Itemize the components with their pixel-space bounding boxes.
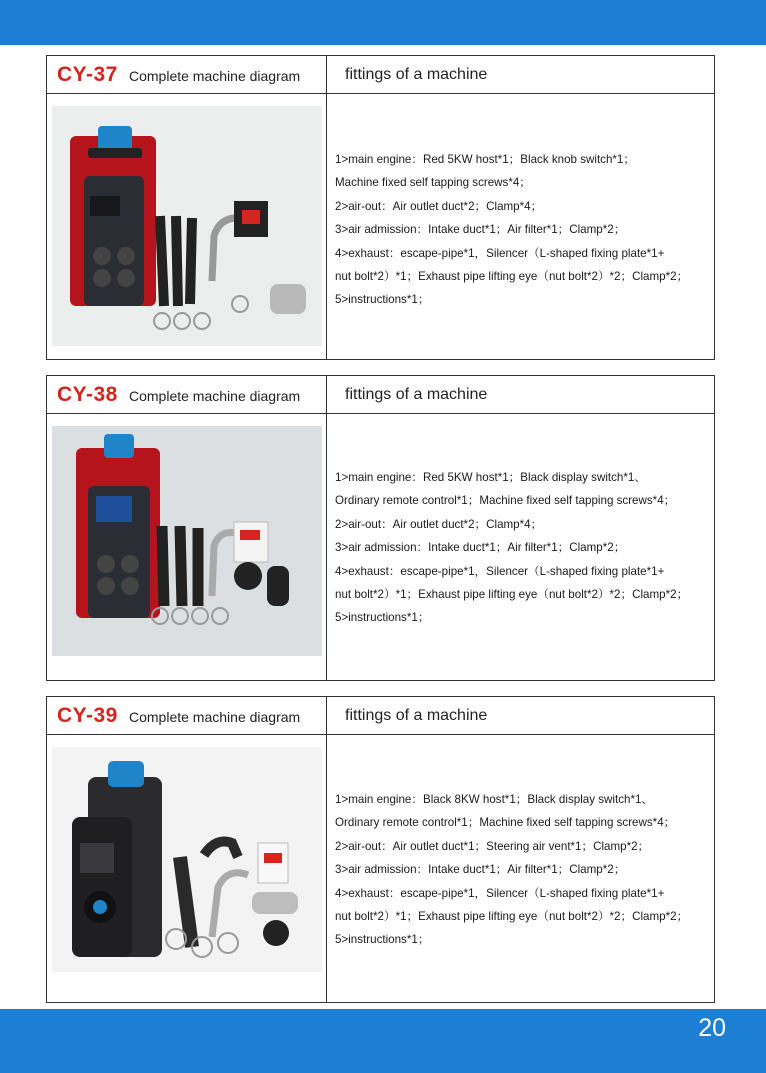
model-name: CY-37 [57,63,118,86]
fitting-line: Machine fixed self tapping screws*4； [335,176,531,190]
fittings-list [335,148,688,312]
fitting-line: 4>exhaust：escape-pipe*1，Silencer（L-shaped fixing plate*1+ [335,564,665,578]
fittings-title: fittings of a machine [345,66,488,83]
fitting-line: 1>main engine：Red 5KW host*1；Black display switch*1、 [335,471,646,484]
bottom-banner [0,1009,766,1073]
fitting-line: 5>instructions*1； [335,293,430,307]
fitting-line: 4>exhaust：escape-pipe*1，Silencer（L-shaped fixing plate*1+ [335,246,665,260]
fitting-line: Ordinary remote control*1；Machine fixed self tapping screws*4； [335,494,676,508]
fittings-title: fittings of a machine [345,707,488,724]
panel-cy-39 [46,696,715,1003]
fitting-line: 4>exhaust：escape-pipe*1，Silencer（L-shaped fixing plate*1+ [335,886,665,900]
fittings-list [335,788,688,952]
fittings-list [335,466,688,630]
panel-header [47,376,714,414]
fitting-line: 2>air-out：Air outlet duct*2；Clamp*4； [335,199,543,213]
fitting-line: nut bolt*2）*1；Exhaust pipe lifting eye（nut bolt*2）*2；Clamp*2； [335,910,689,924]
fittings-title: fittings of a machine [345,386,488,403]
column-divider [326,735,327,1002]
fitting-line: 1>main engine：Red 5KW host*1；Black knob switch*1； [335,153,635,166]
product-photo [52,747,322,972]
column-divider [326,94,327,359]
fitting-line: 2>air-out：Air outlet duct*1；Steering air vent*1；Clamp*2； [335,839,650,853]
fitting-line: nut bolt*2）*1；Exhaust pipe lifting eye（nut bolt*2）*2；Clamp*2； [335,270,689,284]
panel-header [47,697,714,735]
model-name: CY-39 [57,704,118,727]
fitting-line: 1>main engine：Black 8KW host*1；Black display switch*1、 [335,793,654,806]
fitting-line: 3>air admission：Intake duct*1；Air filter*1；Clamp*2； [335,223,626,237]
fitting-line: 5>instructions*1； [335,611,430,625]
product-photo [52,426,322,656]
fitting-line: 2>air-out：Air outlet duct*2；Clamp*4； [335,517,543,531]
diagram-caption: Complete machine diagram [129,68,301,84]
fitting-line: nut bolt*2）*1；Exhaust pipe lifting eye（nut bolt*2）*2；Clamp*2； [335,588,689,602]
panel-cy-37 [46,55,715,360]
model-name: CY-38 [57,383,118,406]
diagram-caption: Complete machine diagram [129,388,301,404]
fitting-line: 3>air admission：Intake duct*1；Air filter*1；Clamp*2； [335,863,626,877]
diagram-caption: Complete machine diagram [129,709,301,725]
product-photo [52,106,322,346]
fitting-line: 3>air admission：Intake duct*1；Air filter*1；Clamp*2； [335,541,626,555]
fitting-line: Ordinary remote control*1；Machine fixed self tapping screws*4； [335,816,676,830]
panel-cy-38 [46,375,715,681]
column-divider [326,414,327,680]
panel-header [47,56,714,94]
page-number: 20 [698,1014,726,1042]
top-banner [0,0,766,45]
fitting-line: 5>instructions*1； [335,933,430,947]
